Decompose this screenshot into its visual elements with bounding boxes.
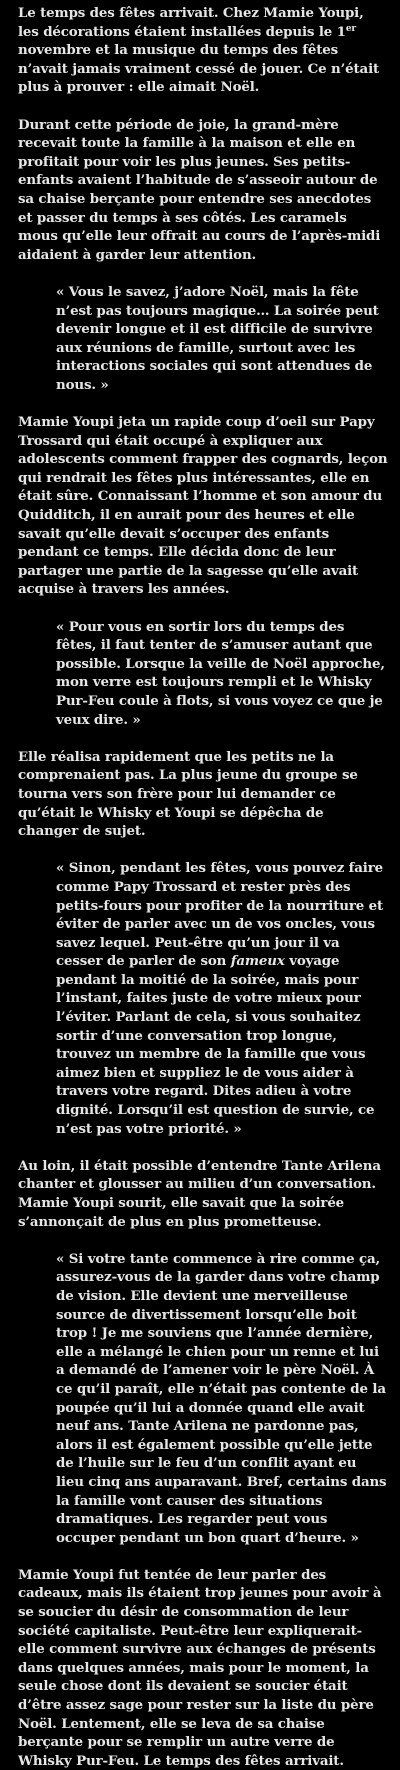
paragraph-intro [18,4,388,97]
paragraph-text: Le temps des fêtes arrivait. Chez Mamie Youpi, les décorations étaient installées depuis le 1 [18,5,364,40]
quote-text: « Sinon, pendant les fêtes, vous pouvez faire comme Papy Trossard et rester près des petits-fours pour profiter de la nourriture et éviter de parler avec un de vos oncles, vous savez lequel. Peut-être qu’un jour il va cesser de parler de son [56,860,384,970]
quote-text: « Vous le savez, j’adore Noël, mais la fête n’est pas toujours magique… La soirée peut devenir longue et il est difficile de survivre aux réunions de famille, surtout avec les interactions sociales qui sont attendues de nous. » [56,283,379,393]
paragraph-family [18,116,388,265]
emphasis-text: fameux [230,953,285,970]
paragraph-text: Mamie Youpi fut tentée de leur parler des cadeaux, mais ils étaient trop jeunes pour avoir à se soucier du désir de consommation de leur société capitaliste. Peut-être leur expliquerait-elle comment survivre aux échanges de présents dans quelques années, mais pour le moment, la seule chose dont ils devaient se soucier était d’être assez sage pour rester sur la liste du père Noël. Lentement, elle se leva de sa chaise berçante pour se remplir un autre verre de Whisky Pur-Feu. Le temps des fêtes arrivait. [18,1566,382,1769]
quote-text: voyage pendant la moitié de la soirée, mais pour l’instant, faites juste de votre mieux pour l’éviter. Parlant de cela, si vous souhaitez sortir d’une conversation trop longue, trouvez un membre de la famille que vous aimez bien et suppliez le de vous aider à travers votre regard. Dites adieu à votre dignité. Lorsqu’il est question de survie, ce n’est pas votre priorité. » [56,953,375,1137]
quote-text: « Si votre tante commence à rire comme ça, assurez-vous de la garder dans votre champ de vision. Elle devient une merveilleuse source de divertissement lorsqu’elle boit trop ! Je me souviens que l’année dernière, elle a mélangé le chien pour un renne et lui a demandé de l’amener voir le père Noël. À ce qu’il paraît, elle n’était pas contente de la poupée qu’il lui a donnée quand elle avait neuf ans. Tante Arilena ne pardonne pas, alors il est également possible qu’elle jette de l’huile sur le feu d’un conflit ayant eu lieu cinq ans auparavant. Bref, certains dans la famille vont causer des situations dramatiques. Les regarder peut vous occuper pendant un bon quart d’heure. » [56,1250,387,1546]
paragraph-tante-arilena [18,1157,388,1231]
paragraph-whisky [18,748,388,841]
quote-paragraph [56,859,388,1138]
quote-paragraph [56,283,388,395]
paragraph-text: novembre et la musique du temps des fêtes n’avait jamais vraiment cessé de jouer. Ce n’était plus à prouver : elle aimait Noël. [18,42,380,96]
paragraph-papy-trossard [18,413,388,599]
quote-text: « Pour vous en sortir lors du temps des fêtes, il faut tenter de s’amuser autant que possible. Lorsque la veille de Noël approche, mon verre est toujours rempli et le Whisky Pur-Feu coule à flots, si vous voyez ce que je veux dire. » [56,618,385,728]
quote-paragraph [56,1250,388,1548]
paragraph-text: Elle réalisa rapidement que les petits ne la comprenaient pas. La plus jeune du groupe se tourna vers son frère pour lui demander ce qu’était le Whisky et Youpi se dépêcha de changer de sujet. [18,748,358,840]
ordinal-suffix: er [345,23,356,34]
paragraph-text: Mamie Youpi jeta un rapide coup d’oeil sur Papy Trossard qui était occupé à expliquer aux adolescents comment frapper des cognards, leçon qui rendrait les fêtes plus intéressantes, elle en était sûre. Connaissant l’homme et son amour du Quidditch, il en aurait pour des heures et elle savait qu’elle devait s’occuper des enfants pendant ce temps. Elle décida donc de leur partager une partie de la sagesse qu’elle avait acquise à travers les années. [18,414,388,598]
quote-paragraph [56,618,388,730]
paragraph-text: Au loin, il était possible d’entendre Tante Arilena chanter et glousser au milieu d’un conversation. Mamie Youpi sourit, elle savait que la soirée s’annonçait de plus en plus prometteuse. [18,1157,381,1230]
paragraph-text: Durant cette période de joie, la grand-mère recevait toute la famille à la maison et elle en profitait pour voir les plus jeunes. Ses petits-enfants avaient l’habitude de s’asseoir autour de sa chaise berçante pour entendre ses anecdotes et passer du temps à ses côtés. Les caramels mous qu’elle leur offrait au cours de l’après-midi aidaient à garder leur attention. [18,116,381,263]
paragraph-conclusion [18,1566,388,1770]
